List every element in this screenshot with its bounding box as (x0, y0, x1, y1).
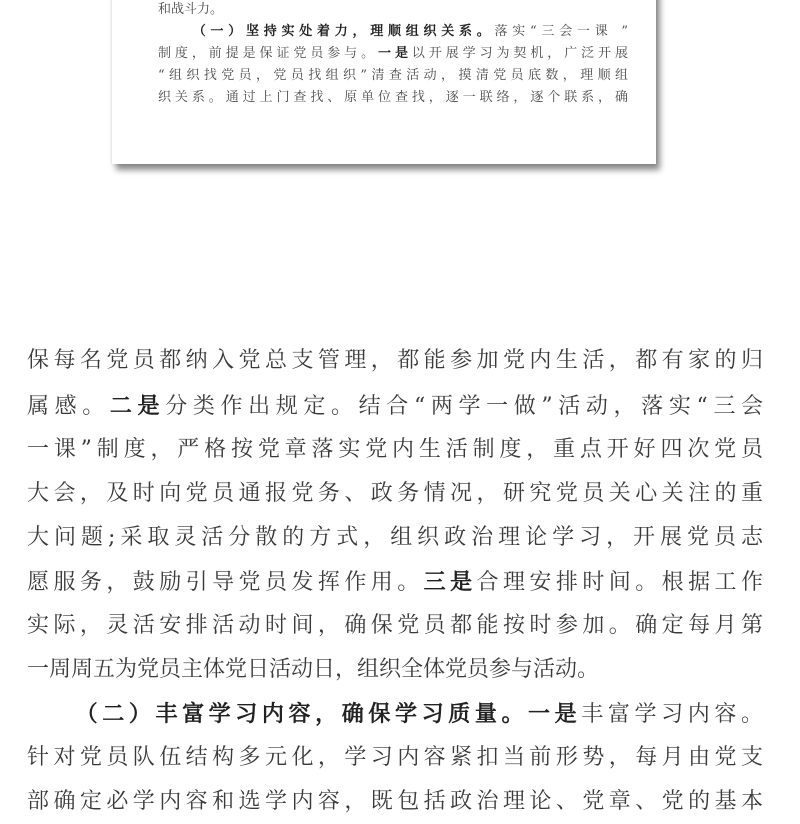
card-line-3 (158, 21, 628, 43)
body-text: 合理安排时间。根据工作 (476, 570, 763, 595)
card-text: 落实“三会一课 ” (494, 24, 628, 39)
card-text: 以开展学习为契机，广泛开展 (411, 46, 628, 61)
body-line-10 (27, 736, 763, 780)
body-line-9 (27, 692, 763, 736)
body-text: 部确定必学内容和选学内容，既包括政治理论、党章、党的基本 (27, 789, 763, 814)
body-text: 分类作出规定。结合“两学一做”活动，落实“三会 (165, 394, 763, 419)
card-line-2 (158, 0, 628, 21)
section-heading: （二）丰富学习内容，确保学习质量。一是 (71, 701, 582, 727)
body-text: 丰富学习内容。 (581, 702, 763, 727)
body-text: 大问题;采取灵活分散的方式，组织政治理论学习，开展党员志 (27, 525, 763, 550)
card-bold: 一是 (378, 46, 412, 61)
body-text: 实际，灵活安排活动时间，确保党员都能按时参加。确定每月第 (27, 613, 763, 638)
body-line-2 (27, 384, 763, 428)
card-text: 织关系。通过上门查找、原单位查找，逐一联络，逐个联系，确 (158, 90, 628, 105)
card-line-4 (158, 43, 628, 65)
body-line-6 (27, 560, 763, 604)
body-bold: 三是 (423, 569, 477, 595)
body-text: 一周周五为党员主体党日活动日，组织全体党员参与活动。 (27, 657, 600, 682)
body-text: 属感。 (27, 394, 110, 419)
body-line-11 (27, 780, 763, 824)
body-bold: 二是 (109, 393, 166, 419)
document-preview-card (112, 0, 656, 164)
card-text: 和战斗力。 (158, 2, 224, 17)
body-text: 愿服务，鼓励引导党员发挥作用。 (27, 570, 424, 595)
body-text: 大会，及时向党员通报党务、政务情况，研究党员关心关注的重 (27, 481, 763, 506)
card-heading: （一）坚持实处着力，理顺组织关系。 (188, 24, 495, 39)
card-text: 制度，前提是保证党员参与。 (158, 46, 379, 61)
card-line-5 (158, 65, 628, 87)
body-text: 针对党员队伍结构多元化，学习内容紧扣当前形势，每月由党支 (27, 745, 763, 770)
body-line-1 (27, 339, 763, 383)
body-line-7 (27, 604, 763, 648)
body-line-4 (27, 472, 763, 516)
body-line-5 (27, 516, 763, 560)
body-text: 一课”制度，严格按党章落实党内生活制度，重点开好四次党员 (27, 437, 763, 462)
card-line-6 (158, 87, 628, 109)
body-text: 保每名党员都纳入党总支管理，都能参加党内生活，都有家的归 (27, 348, 763, 373)
body-line-3 (27, 428, 763, 472)
card-text: “组织找党员，党员找组织”清查活动，摸清党员底数，理顺组 (158, 68, 628, 83)
body-line-8 (27, 648, 763, 692)
